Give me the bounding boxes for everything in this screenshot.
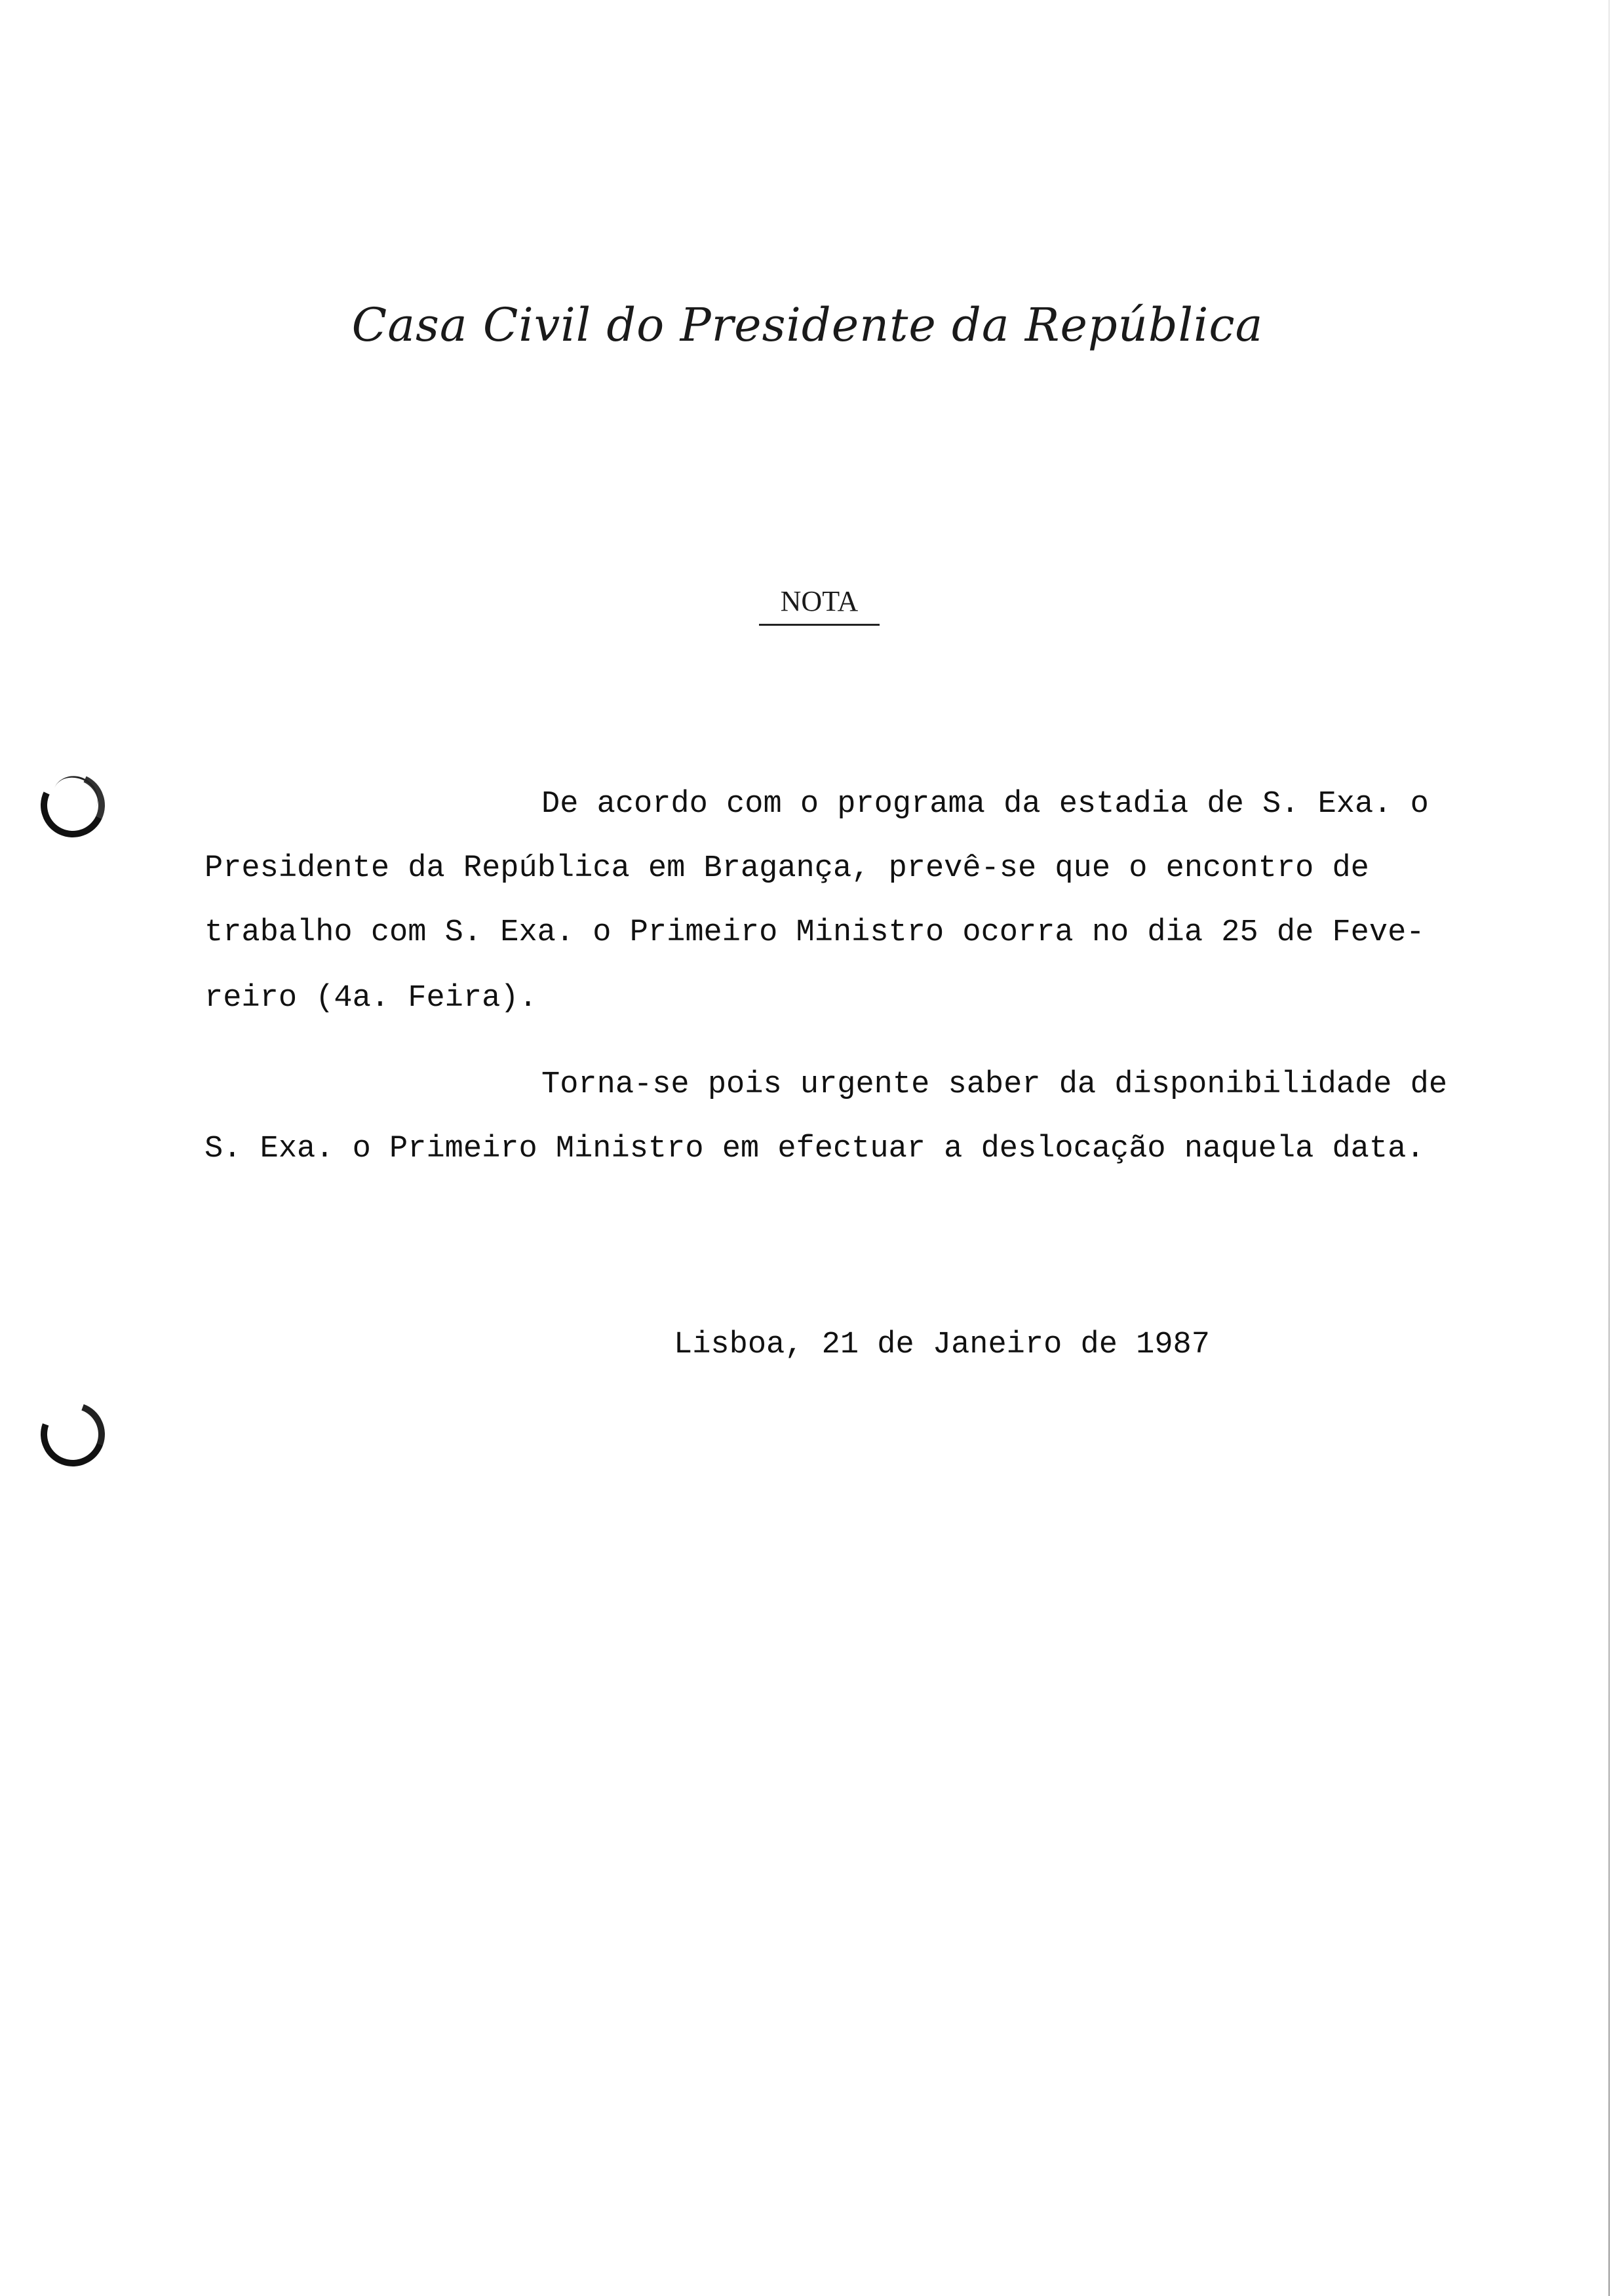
note-title: NOTA — [780, 585, 859, 617]
paragraph-1-line-4: reiro (4a. Feira). — [204, 981, 537, 1016]
punch-hole-mark-bottom — [30, 1392, 115, 1477]
scan-edge-line — [1608, 0, 1610, 2296]
paragraph-2-line-1: Torna-se pois urgente saber da disponibilidade de — [541, 1067, 1448, 1102]
place-date: Lisboa, 21 de Janeiro de 1987 — [674, 1328, 1210, 1362]
paragraph-1-line-1: De acordo com o programa da estadia de S. Exa. o — [541, 787, 1429, 822]
paragraph-2-line-2: S. Exa. o Primeiro Ministro em efectuar a deslocação naquela data. — [204, 1132, 1425, 1166]
paragraph-1-line-3: trabalho com S. Exa. o Primeiro Ministro ocorra no dia 25 de Feve- — [204, 915, 1425, 950]
paragraph-1-line-2: Presidente da República em Bragança, prevê-se que o encontro de — [204, 851, 1369, 886]
letterhead: Casa Civil do Presidente da República — [351, 298, 1264, 352]
title-underline — [759, 624, 880, 626]
